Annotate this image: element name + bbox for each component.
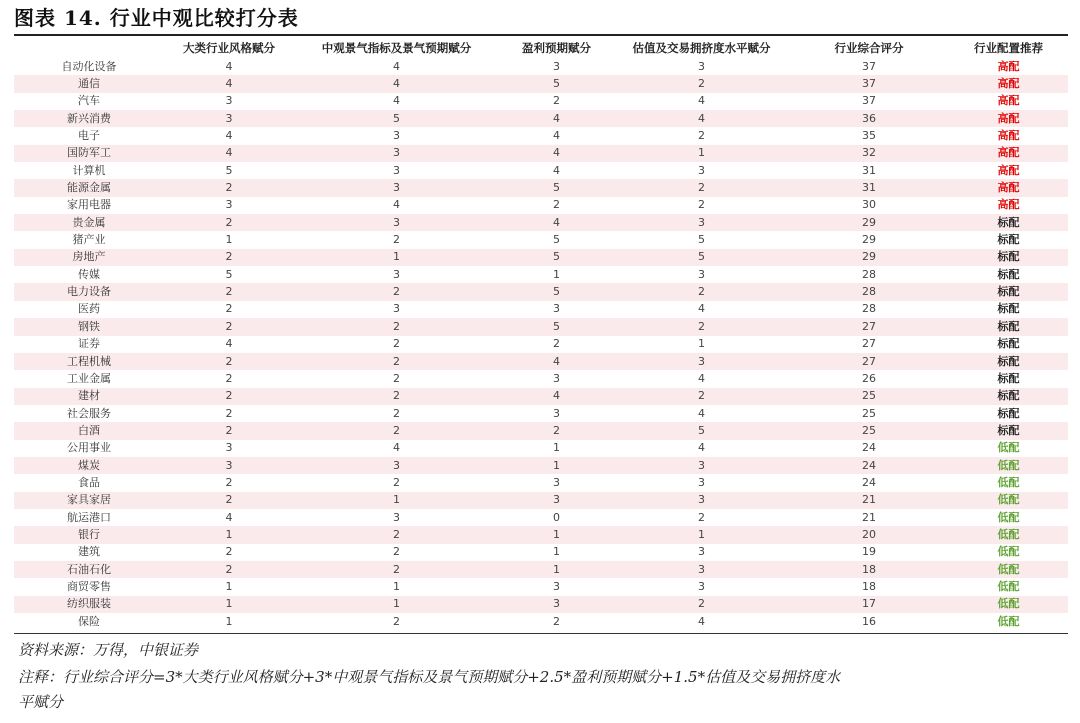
valuation-score-cell: 3 — [698, 59, 705, 73]
table-row — [14, 266, 1068, 283]
boom-score-cell: 3 — [393, 510, 400, 524]
total-score-cell: 31 — [789, 179, 949, 196]
recommendation-cell: 标配 — [949, 214, 1068, 231]
industry-cell: 工业金属 — [67, 371, 111, 385]
profit-score-cell: 3 — [499, 492, 614, 509]
style-score-cell: 5 — [225, 163, 233, 177]
profit-score-cell: 1 — [499, 526, 614, 543]
industry-cell: 家具家居 — [14, 492, 164, 509]
style-score-cell: 2 — [225, 371, 233, 385]
industry-cell: 猪产业 — [72, 233, 106, 247]
boom-score-cell: 2 — [294, 318, 499, 335]
profit-score-cell: 2 — [553, 337, 560, 351]
table-row — [14, 127, 1068, 144]
valuation-score-cell: 4 — [698, 406, 705, 420]
total-score-cell: 16 — [862, 614, 876, 628]
recommendation-cell: 标配 — [997, 233, 1020, 247]
valuation-score-cell: 4 — [698, 302, 705, 316]
style-score-cell: 2 — [225, 302, 233, 316]
total-score-cell: 29 — [789, 249, 949, 266]
valuation-score-cell: 3 — [614, 561, 789, 578]
total-score-cell: 18 — [862, 579, 876, 593]
style-score-cell: 2 — [164, 561, 294, 578]
style-score-cell: 3 — [225, 441, 233, 455]
table-row — [14, 492, 1068, 509]
table-row — [14, 162, 1068, 179]
style-score-cell: 2 — [164, 388, 294, 405]
boom-score-cell: 2 — [294, 283, 499, 300]
total-score-cell: 25 — [789, 388, 949, 405]
top-rule — [14, 34, 1068, 36]
valuation-score-cell: 4 — [698, 614, 705, 628]
profit-score-cell: 3 — [553, 59, 560, 73]
valuation-score-cell: 1 — [614, 526, 789, 543]
table-row — [14, 405, 1068, 422]
table-row — [14, 75, 1068, 92]
valuation-score-cell: 4 — [698, 371, 705, 385]
total-score-cell: 19 — [862, 545, 876, 559]
header-boom-score: 中观景气指标及景气预期赋分 — [321, 41, 472, 55]
boom-score-cell: 4 — [393, 441, 400, 455]
industry-cell: 传媒 — [78, 267, 100, 281]
total-score-cell: 25 — [789, 422, 949, 439]
page-title: 图表 14. 行业中观比较打分表 — [14, 6, 299, 30]
industry-cell: 计算机 — [72, 163, 106, 177]
profit-score-cell: 1 — [553, 545, 560, 559]
style-score-cell: 2 — [164, 214, 294, 231]
industry-cell: 家用电器 — [67, 198, 111, 212]
total-score-cell: 20 — [789, 526, 949, 543]
valuation-score-cell: 4 — [614, 110, 789, 127]
industry-cell: 煤炭 — [14, 457, 164, 474]
industry-cell: 建材 — [14, 388, 164, 405]
valuation-score-cell: 2 — [698, 198, 705, 212]
style-score-cell: 3 — [225, 94, 233, 108]
valuation-score-cell: 3 — [698, 267, 705, 281]
boom-score-cell: 1 — [393, 579, 400, 593]
boom-score-cell: 2 — [393, 475, 400, 489]
recommendation-cell: 标配 — [949, 353, 1068, 370]
profit-score-cell: 5 — [499, 179, 614, 196]
profit-score-cell: 3 — [553, 579, 560, 593]
total-score-cell: 29 — [789, 214, 949, 231]
profit-score-cell: 3 — [553, 302, 560, 316]
industry-cell: 社会服务 — [67, 406, 111, 420]
table-row — [14, 509, 1068, 526]
boom-score-cell: 2 — [294, 561, 499, 578]
style-score-cell: 2 — [164, 179, 294, 196]
valuation-score-cell: 1 — [614, 145, 789, 162]
table-row — [14, 231, 1068, 248]
total-score-cell: 28 — [789, 283, 949, 300]
style-score-cell: 3 — [164, 110, 294, 127]
style-score-cell: 1 — [225, 614, 233, 628]
valuation-score-cell: 5 — [614, 422, 789, 439]
recommendation-cell: 低配 — [997, 614, 1020, 628]
boom-score-cell: 2 — [393, 337, 400, 351]
table-row — [14, 613, 1068, 630]
boom-score-cell: 3 — [294, 179, 499, 196]
style-score-cell: 2 — [164, 318, 294, 335]
boom-score-cell: 5 — [294, 110, 499, 127]
industry-cell: 通信 — [14, 75, 164, 92]
profit-score-cell: 5 — [499, 318, 614, 335]
profit-score-cell: 3 — [499, 596, 614, 613]
total-score-cell: 21 — [862, 510, 876, 524]
boom-score-cell: 2 — [393, 545, 400, 559]
scoring-table — [14, 38, 1068, 630]
table-row — [14, 440, 1068, 457]
recommendation-cell: 高配 — [997, 198, 1020, 212]
style-score-cell: 4 — [225, 510, 233, 524]
boom-score-cell: 4 — [393, 198, 400, 212]
style-score-cell: 4 — [164, 75, 294, 92]
table-row — [14, 336, 1068, 353]
industry-cell: 能源金属 — [14, 179, 164, 196]
industry-cell: 白酒 — [14, 422, 164, 439]
profit-score-cell: 5 — [553, 233, 560, 247]
table-row — [14, 578, 1068, 595]
valuation-score-cell: 4 — [698, 441, 705, 455]
profit-score-cell: 5 — [499, 283, 614, 300]
total-score-cell: 17 — [789, 596, 949, 613]
boom-score-cell: 4 — [393, 94, 400, 108]
recommendation-cell: 高配 — [997, 163, 1020, 177]
profit-score-cell: 1 — [499, 561, 614, 578]
industry-cell: 航运港口 — [67, 510, 111, 524]
total-score-cell: 24 — [862, 475, 876, 489]
recommendation-cell: 低配 — [997, 510, 1020, 524]
valuation-score-cell: 2 — [698, 129, 705, 143]
total-score-cell: 25 — [862, 406, 876, 420]
industry-cell: 公用事业 — [67, 441, 111, 455]
boom-score-cell: 1 — [294, 249, 499, 266]
valuation-score-cell: 4 — [698, 94, 705, 108]
formula-note-continued: 平赋分 — [18, 693, 64, 711]
style-score-cell: 1 — [225, 233, 233, 247]
industry-cell: 房地产 — [14, 249, 164, 266]
recommendation-cell: 标配 — [949, 422, 1068, 439]
profit-score-cell: 3 — [553, 406, 560, 420]
style-score-cell: 4 — [225, 129, 233, 143]
total-score-cell: 27 — [862, 337, 876, 351]
style-score-cell: 2 — [225, 406, 233, 420]
recommendation-cell: 低配 — [997, 475, 1020, 489]
recommendation-cell: 高配 — [949, 110, 1068, 127]
industry-cell: 钢铁 — [14, 318, 164, 335]
profit-score-cell: 2 — [553, 614, 560, 628]
valuation-score-cell: 3 — [614, 353, 789, 370]
profit-score-cell: 1 — [553, 441, 560, 455]
recommendation-cell: 低配 — [949, 492, 1068, 509]
valuation-score-cell: 2 — [614, 75, 789, 92]
recommendation-cell: 标配 — [949, 388, 1068, 405]
industry-cell: 石油石化 — [14, 561, 164, 578]
profit-score-cell: 4 — [499, 353, 614, 370]
valuation-score-cell: 2 — [614, 318, 789, 335]
table-row — [14, 110, 1068, 127]
industry-cell: 食品 — [78, 475, 100, 489]
profit-score-cell: 1 — [553, 267, 560, 281]
total-score-cell: 21 — [789, 492, 949, 509]
style-score-cell: 2 — [164, 422, 294, 439]
valuation-score-cell: 2 — [614, 179, 789, 196]
profit-score-cell: 1 — [499, 457, 614, 474]
formula-note: 注释：行业综合评分=3*大类行业风格赋分+3*中观景气指标及景气预期赋分+2.5*盈利预期赋分+1.5*估值及交易拥挤度水 — [18, 668, 841, 686]
valuation-score-cell: 3 — [698, 163, 705, 177]
recommendation-cell: 低配 — [949, 596, 1068, 613]
header-profit-score: 盈利预期赋分 — [522, 41, 591, 55]
recommendation-cell: 标配 — [997, 337, 1020, 351]
profit-score-cell: 4 — [499, 145, 614, 162]
table-row — [14, 179, 1068, 196]
style-score-cell: 2 — [164, 249, 294, 266]
boom-score-cell: 2 — [294, 422, 499, 439]
table-body — [14, 58, 1068, 630]
total-score-cell: 28 — [862, 302, 876, 316]
boom-score-cell: 4 — [294, 75, 499, 92]
source-note: 资料来源：万得，中银证券 — [18, 641, 199, 659]
recommendation-cell: 高配 — [949, 179, 1068, 196]
table-row — [14, 197, 1068, 214]
valuation-score-cell: 3 — [614, 214, 789, 231]
boom-score-cell: 2 — [294, 526, 499, 543]
recommendation-cell: 高配 — [949, 75, 1068, 92]
boom-score-cell: 3 — [393, 267, 400, 281]
style-score-cell: 1 — [164, 596, 294, 613]
profit-score-cell: 2 — [499, 422, 614, 439]
boom-score-cell: 2 — [393, 371, 400, 385]
boom-score-cell: 2 — [393, 614, 400, 628]
style-score-cell: 5 — [225, 267, 233, 281]
table-row — [14, 457, 1068, 474]
table-row — [14, 388, 1068, 405]
industry-cell: 证券 — [78, 337, 100, 351]
recommendation-cell: 低配 — [949, 457, 1068, 474]
recommendation-cell: 低配 — [997, 579, 1020, 593]
total-score-cell: 30 — [862, 198, 876, 212]
header-recommendation: 行业配置推荐 — [974, 41, 1043, 55]
boom-score-cell: 2 — [294, 388, 499, 405]
total-score-cell: 24 — [789, 457, 949, 474]
boom-score-cell: 3 — [294, 214, 499, 231]
table-row — [14, 526, 1068, 543]
style-score-cell: 1 — [164, 526, 294, 543]
total-score-cell: 28 — [862, 267, 876, 281]
total-score-cell: 37 — [862, 94, 876, 108]
table-row — [14, 474, 1068, 491]
boom-score-cell: 3 — [294, 457, 499, 474]
boom-score-cell: 2 — [393, 406, 400, 420]
industry-cell: 电子 — [78, 129, 100, 143]
boom-score-cell: 4 — [393, 59, 400, 73]
boom-score-cell: 3 — [294, 145, 499, 162]
industry-cell: 汽车 — [78, 94, 100, 108]
profit-score-cell: 4 — [499, 214, 614, 231]
boom-score-cell: 3 — [393, 129, 400, 143]
recommendation-cell: 标配 — [949, 318, 1068, 335]
total-score-cell: 36 — [789, 110, 949, 127]
valuation-score-cell: 5 — [698, 233, 705, 247]
boom-score-cell: 3 — [393, 302, 400, 316]
total-score-cell: 37 — [789, 75, 949, 92]
valuation-score-cell: 2 — [698, 510, 705, 524]
recommendation-cell: 高配 — [997, 94, 1020, 108]
table-row — [14, 93, 1068, 110]
profit-score-cell: 4 — [553, 163, 560, 177]
industry-cell: 医药 — [78, 302, 100, 316]
boom-score-cell: 2 — [393, 233, 400, 247]
total-score-cell: 27 — [789, 318, 949, 335]
valuation-score-cell: 3 — [698, 545, 705, 559]
recommendation-cell: 高配 — [997, 129, 1020, 143]
industry-cell: 商贸零售 — [67, 579, 111, 593]
table-row — [14, 596, 1068, 613]
table-row — [14, 301, 1068, 318]
industry-cell: 电力设备 — [14, 283, 164, 300]
total-score-cell: 37 — [862, 59, 876, 73]
total-score-cell: 26 — [862, 371, 876, 385]
header-row — [14, 38, 1068, 58]
style-score-cell: 2 — [164, 353, 294, 370]
header-total-score: 行业综合评分 — [834, 41, 904, 55]
table-row — [14, 283, 1068, 300]
table-row — [14, 353, 1068, 370]
valuation-score-cell: 2 — [614, 596, 789, 613]
table-row — [14, 249, 1068, 266]
valuation-score-cell: 2 — [614, 283, 789, 300]
total-score-cell: 24 — [862, 441, 876, 455]
header-style-score: 大类行业风格赋分 — [183, 41, 275, 55]
header-industry — [14, 38, 164, 58]
table-row — [14, 318, 1068, 335]
profit-score-cell: 3 — [553, 371, 560, 385]
recommendation-cell: 高配 — [949, 145, 1068, 162]
valuation-score-cell: 2 — [614, 388, 789, 405]
industry-cell: 贵金属 — [14, 214, 164, 231]
recommendation-cell: 标配 — [949, 249, 1068, 266]
table-row — [14, 58, 1068, 75]
valuation-score-cell: 5 — [614, 249, 789, 266]
boom-score-cell: 1 — [294, 596, 499, 613]
table-row — [14, 370, 1068, 387]
profit-score-cell: 2 — [553, 198, 560, 212]
style-score-cell: 4 — [225, 59, 233, 73]
recommendation-cell: 标配 — [997, 371, 1020, 385]
recommendation-cell: 低配 — [949, 526, 1068, 543]
industry-cell: 国防军工 — [14, 145, 164, 162]
style-score-cell: 3 — [225, 198, 233, 212]
style-score-cell: 2 — [164, 283, 294, 300]
industry-cell: 保险 — [78, 614, 100, 628]
profit-score-cell: 0 — [553, 510, 560, 524]
total-score-cell: 32 — [789, 145, 949, 162]
recommendation-cell: 高配 — [997, 59, 1020, 73]
style-score-cell: 2 — [225, 475, 233, 489]
valuation-score-cell: 3 — [698, 475, 705, 489]
table-row — [14, 544, 1068, 561]
valuation-score-cell: 3 — [698, 579, 705, 593]
recommendation-cell: 低配 — [949, 561, 1068, 578]
bottom-rule — [14, 633, 1068, 634]
header-valuation-score: 估值及交易拥挤度水平赋分 — [632, 41, 771, 55]
boom-score-cell: 2 — [294, 353, 499, 370]
industry-cell: 银行 — [14, 526, 164, 543]
table-row — [14, 145, 1068, 162]
industry-cell: 纺织服装 — [14, 596, 164, 613]
profit-score-cell: 5 — [499, 249, 614, 266]
boom-score-cell: 1 — [294, 492, 499, 509]
valuation-score-cell: 3 — [614, 457, 789, 474]
style-score-cell: 3 — [164, 457, 294, 474]
recommendation-cell: 低配 — [997, 545, 1020, 559]
total-score-cell: 18 — [789, 561, 949, 578]
style-score-cell: 4 — [164, 145, 294, 162]
style-score-cell: 2 — [225, 545, 233, 559]
recommendation-cell: 标配 — [997, 406, 1020, 420]
profit-score-cell: 4 — [499, 388, 614, 405]
profit-score-cell: 2 — [553, 94, 560, 108]
recommendation-cell: 标配 — [997, 267, 1020, 281]
profit-score-cell: 5 — [499, 75, 614, 92]
recommendation-cell: 低配 — [997, 441, 1020, 455]
style-score-cell: 4 — [225, 337, 233, 351]
profit-score-cell: 4 — [499, 110, 614, 127]
total-score-cell: 31 — [862, 163, 876, 177]
profit-score-cell: 4 — [553, 129, 560, 143]
table-row — [14, 422, 1068, 439]
style-score-cell: 2 — [164, 492, 294, 509]
total-score-cell: 35 — [862, 129, 876, 143]
industry-cell: 自动化设备 — [61, 59, 117, 73]
boom-score-cell: 3 — [393, 163, 400, 177]
valuation-score-cell: 1 — [698, 337, 705, 351]
industry-cell: 建筑 — [78, 545, 100, 559]
total-score-cell: 29 — [862, 233, 876, 247]
table-row — [14, 561, 1068, 578]
industry-cell: 新兴消费 — [14, 110, 164, 127]
recommendation-cell: 标配 — [997, 302, 1020, 316]
recommendation-cell: 标配 — [949, 283, 1068, 300]
total-score-cell: 27 — [789, 353, 949, 370]
industry-cell: 工程机械 — [14, 353, 164, 370]
valuation-score-cell: 3 — [614, 492, 789, 509]
profit-score-cell: 3 — [553, 475, 560, 489]
table-row — [14, 214, 1068, 231]
style-score-cell: 1 — [225, 579, 233, 593]
